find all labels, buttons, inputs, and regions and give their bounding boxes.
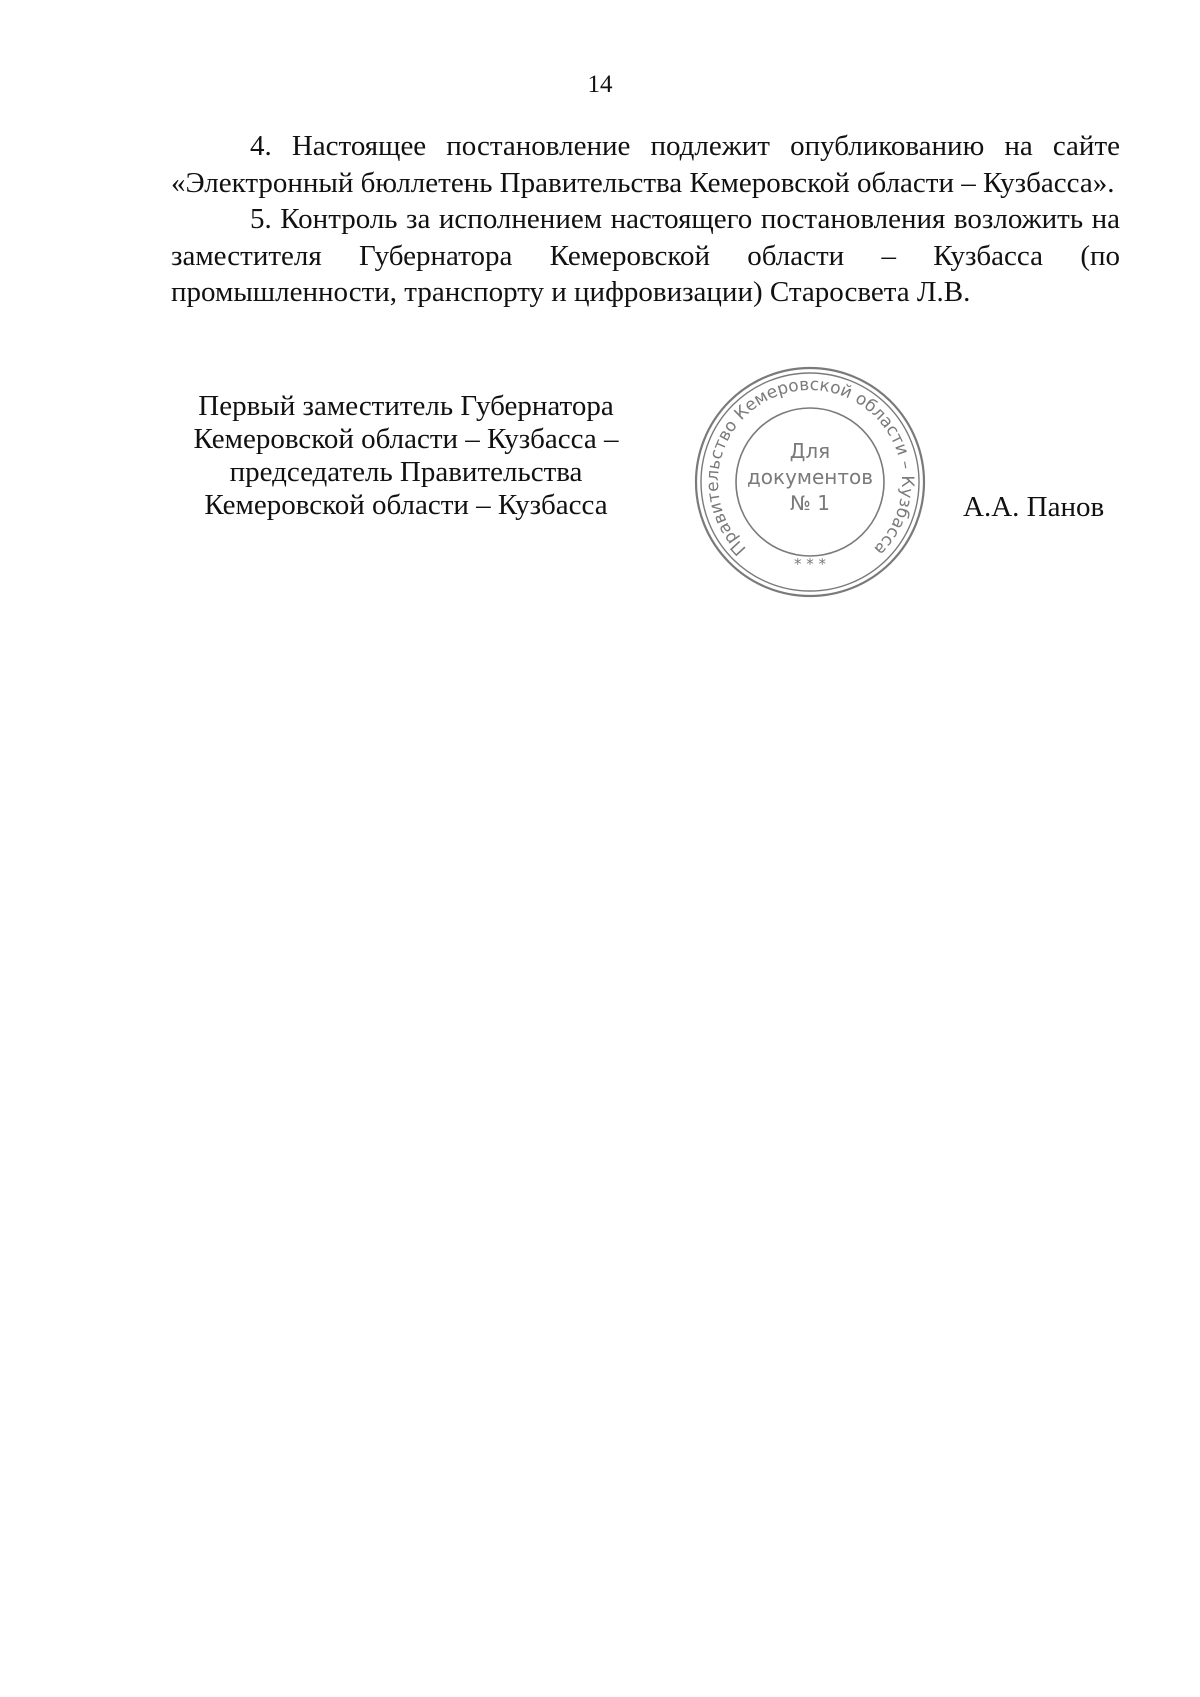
seal-center-line: Для bbox=[789, 439, 831, 463]
seal-stars: * * * bbox=[793, 555, 827, 573]
seal-stamp-icon bbox=[692, 364, 928, 600]
paragraph-5-line-3: (по промышленности, транспорту и цифровизации) Старосвета Л.В. bbox=[171, 239, 1120, 308]
paragraph-5 bbox=[171, 201, 1120, 311]
paragraph-5-line-2: на заместителя Губернатора Кемеровской области – Кузбасса bbox=[171, 203, 1120, 272]
paragraph-4-line-1: 4. Настоящее постановление подлежит опубликованию на сайте bbox=[250, 130, 1120, 162]
signer-name: А.А. Панов bbox=[963, 491, 1105, 523]
decree-body bbox=[171, 128, 1120, 311]
position-line: Кемеровской области – Кузбасса – bbox=[193, 423, 619, 455]
position-line: Первый заместитель Губернатора bbox=[198, 390, 614, 422]
page-number: 14 bbox=[587, 71, 613, 98]
official-seal bbox=[692, 364, 928, 600]
paragraph-4-line-2: «Электронный бюллетень Правительства Кемеровской области – Кузбасса». bbox=[171, 166, 1115, 199]
signatory-position bbox=[171, 390, 641, 522]
seal-center-line: документов bbox=[746, 465, 874, 489]
paragraph-5-line-1: 5. Контроль за исполнением настоящего постановления возложить bbox=[250, 203, 1084, 235]
paragraph-4 bbox=[171, 128, 1120, 201]
seal-center-line: № 1 bbox=[790, 491, 830, 515]
position-line: председатель Правительства bbox=[229, 456, 583, 488]
position-line: Кемеровской области – Кузбасса bbox=[204, 489, 608, 521]
seal-ring-text: Правительство Кемеровской области – Кузбасса bbox=[702, 374, 918, 560]
